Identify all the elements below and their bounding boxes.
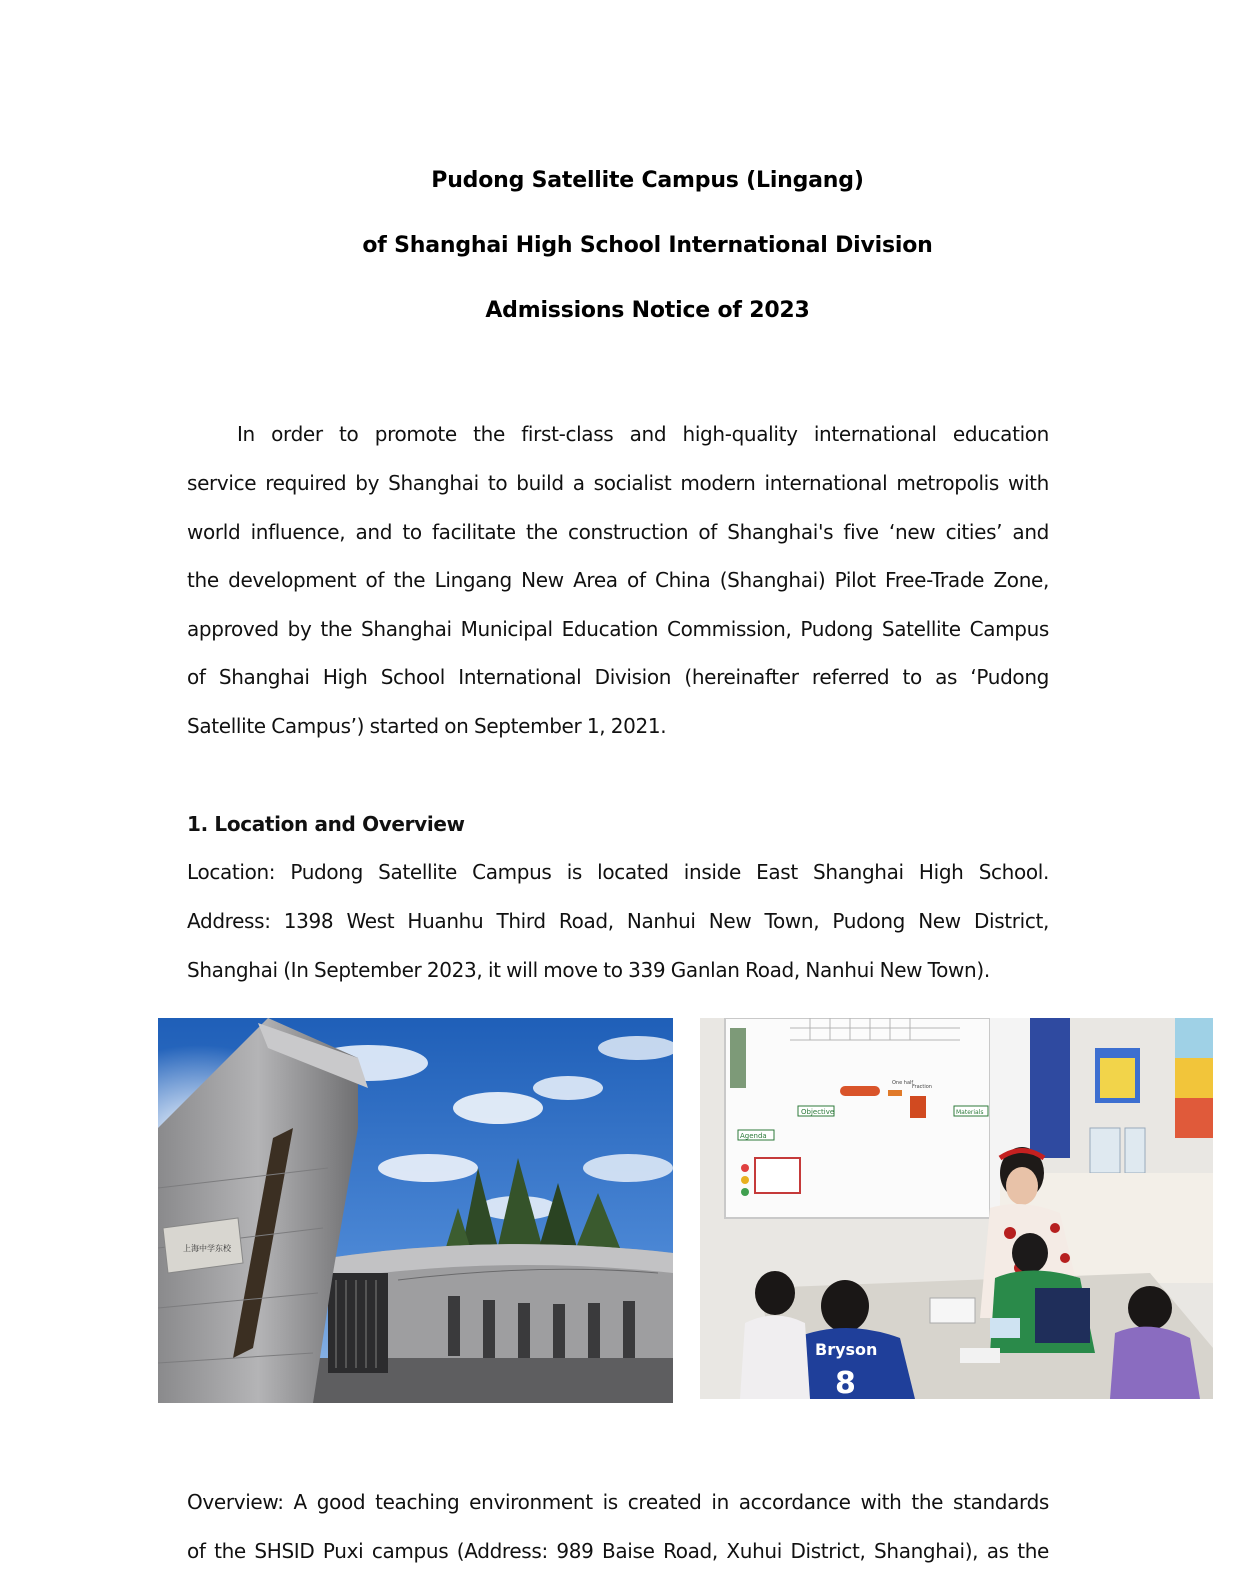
intro-line: of Shanghai High School International Division (hereinafter referred to as ‘Pudong [187, 665, 1049, 689]
location-line: Address: 1398 West Huanhu Third Road, Nanhui New Town, Pudong New District, [187, 909, 1049, 933]
gate-plaque-text: 上海中学东校 [183, 1244, 231, 1253]
materials-label: Materials [956, 1109, 984, 1116]
intro-line: In order to promote the first-class and high-quality international education [237, 422, 1049, 446]
jersey-name: Bryson [815, 1340, 878, 1359]
fraction-label: Fraction [912, 1084, 932, 1090]
intro-line: the development of the Lingang New Area of China (Shanghai) Pilot Free-Trade Zone, [187, 568, 1049, 592]
title-line-3: Admissions Notice of 2023 [485, 298, 810, 323]
intro-line: world influence, and to facilitate the construction of Shanghai's five ‘new cities’ and [187, 520, 1049, 544]
classroom-photo [700, 1018, 1213, 1399]
section-heading-location: 1. Location and Overview [187, 812, 465, 836]
location-line: Shanghai (In September 2023, it will move to 339 Ganlan Road, Nanhui New Town). [187, 958, 990, 982]
overview-line: of the SHSID Puxi campus (Address: 989 Baise Road, Xuhui District, Shanghai), as the [187, 1539, 1049, 1563]
intro-line: Satellite Campus’) started on September 1, 2021. [187, 714, 667, 738]
jersey-number: 8 [835, 1366, 856, 1399]
objective-label: Objective [801, 1108, 835, 1116]
overview-line: Overview: A good teaching environment is created in accordance with the standards [187, 1490, 1049, 1514]
intro-line: approved by the Shanghai Municipal Education Commission, Pudong Satellite Campus [187, 617, 1049, 641]
agenda-label: Agenda [740, 1132, 767, 1140]
campus-gate-photo [158, 1018, 673, 1403]
location-line: Location: Pudong Satellite Campus is located inside East Shanghai High School. [187, 860, 1049, 884]
title-line-2: of Shanghai High School International Division [362, 233, 933, 258]
title-line-1: Pudong Satellite Campus (Lingang) [431, 168, 864, 193]
intro-line: service required by Shanghai to build a socialist modern international metropolis with [187, 471, 1049, 495]
one-half-label: One half [892, 1080, 914, 1086]
